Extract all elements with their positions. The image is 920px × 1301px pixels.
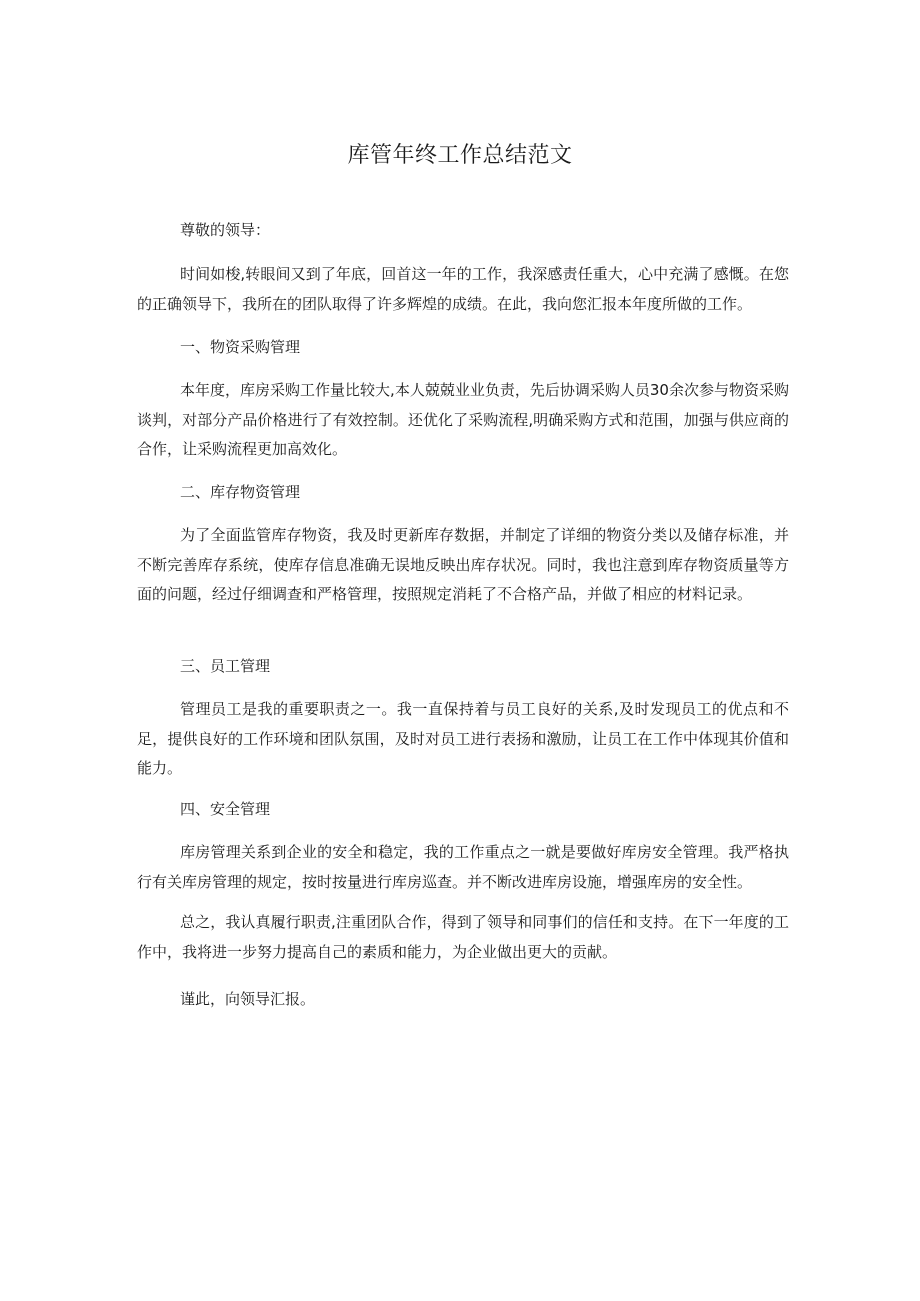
section-body-procurement: 本年度，库房采购工作量比较大,本人兢兢业业负责，先后协调采购人员30余次参与物资采购谈判，对部分产品价格进行了有效控制。还优化了采购流程,明确采购方式和范围，加强与供应商的合作，让采购流程更加高效化。: [137, 381, 789, 458]
section-heading-safety: 四、安全管理: [180, 800, 271, 818]
section-heading-staff: 三、员工管理: [180, 657, 271, 675]
intro-paragraph: 时间如梭,转眼间又到了年底，回首这一年的工作，我深感责任重大，心中充满了感慨。在您的正确领导下，我所在的团队取得了许多辉煌的成绩。在此，我向您汇报本年度所做的工作。: [137, 265, 789, 313]
conclusion-paragraph: 总之，我认真履行职责,注重团队合作，得到了领导和同事们的信任和支持。在下一年度的工作中，我将进一步努力提高自己的素质和能力，为企业做出更大的贡献。: [137, 913, 789, 961]
section-body-staff: 管理员工是我的重要职责之一。我一直保持着与员工良好的关系,及时发现员工的优点和不足，提供良好的工作环境和团队氛围，及时对员工进行表扬和激励，让员工在工作中体现其价值和能力。: [137, 700, 789, 777]
section-heading-procurement: 一、物资采购管理: [180, 338, 301, 356]
section-body-safety: 库房管理关系到企业的安全和稳定，我的工作重点之一就是要做好库房安全管理。我严格执行有关库房管理的规定，按时按量进行库房巡查。并不断改进库房设施，增强库房的安全性。: [137, 843, 789, 891]
closing-line: 谨此，向领导汇报。: [180, 990, 316, 1008]
section-body-inventory: 为了全面监管库存物资，我及时更新库存数据，并制定了详细的物资分类以及储存标准，并不断完善库存系统，使库存信息准确无误地反映出库存状况。同时，我也注意到库存物资质量等方面的问题，经过仔细调查和严格管理，按照规定消耗了不合格产品，并做了相应的材料记录。: [137, 526, 789, 603]
section-heading-inventory: 二、库存物资管理: [180, 483, 301, 501]
document-title: 库管年终工作总结范文: [347, 143, 573, 168]
salutation: 尊敬的领导：: [180, 221, 271, 239]
